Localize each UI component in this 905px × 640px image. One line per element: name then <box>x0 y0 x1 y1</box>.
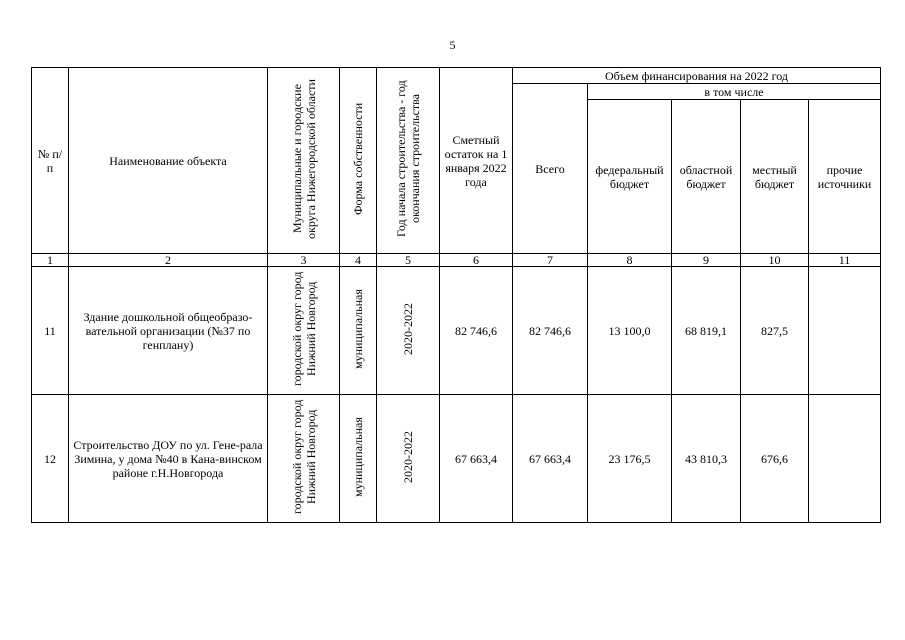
local-budget: 676,6 <box>741 395 809 523</box>
years-cell <box>377 267 440 395</box>
years-cell <box>377 395 440 523</box>
header-years: Год начала строительства - год окончания строительства <box>394 80 422 238</box>
total: 67 663,4 <box>513 395 588 523</box>
header-ownership-cell <box>340 68 377 254</box>
municipality: городской округ город Нижний Новгород <box>289 399 318 515</box>
header-other: прочие источники <box>809 100 881 254</box>
column-number: 2 <box>69 254 268 267</box>
header-total: Всего <box>513 84 588 254</box>
municipality: городской округ город Нижний Новгород <box>289 271 318 387</box>
table-row <box>32 267 881 395</box>
column-number: 4 <box>340 254 377 267</box>
object-name: Здание дошкольной общеобразо-вательной организации (№37 по генплану) <box>69 267 268 395</box>
municipality-cell <box>268 395 340 523</box>
header-funding-group: Объем финансирования на 2022 год <box>513 68 881 84</box>
federal-budget: 13 100,0 <box>588 267 672 395</box>
header-name: Наименование объекта <box>69 68 268 254</box>
column-number: 6 <box>440 254 513 267</box>
funding-table <box>31 67 881 523</box>
municipality-cell <box>268 267 340 395</box>
header-municipality-cell <box>268 68 340 254</box>
column-number: 10 <box>741 254 809 267</box>
column-number: 9 <box>672 254 741 267</box>
column-number: 11 <box>809 254 881 267</box>
estimate: 82 746,6 <box>440 267 513 395</box>
object-name: Строительство ДОУ по ул. Гене-рала Зимина, у дома №40 в Кана-винском районе г.Н.Новгорода <box>69 395 268 523</box>
years: 2020-2022 <box>401 303 415 355</box>
row-num: 11 <box>32 267 69 395</box>
ownership: муниципальная <box>351 289 365 369</box>
ownership-cell <box>340 267 377 395</box>
header-federal: федеральный бюджет <box>588 100 672 254</box>
header-local: местный бюджет <box>741 100 809 254</box>
other-sources <box>809 395 881 523</box>
header-years-cell <box>377 68 440 254</box>
header-including: в том числе <box>588 84 881 100</box>
years: 2020-2022 <box>401 431 415 483</box>
header-municipality: Муниципальные и городские округа Нижегородской области <box>289 79 318 239</box>
regional-budget: 43 810,3 <box>672 395 741 523</box>
ownership-cell <box>340 395 377 523</box>
federal-budget: 23 176,5 <box>588 395 672 523</box>
row-num: 12 <box>32 395 69 523</box>
header-row-1 <box>32 68 881 84</box>
column-number: 7 <box>513 254 588 267</box>
page-number: 5 <box>449 38 456 52</box>
local-budget: 827,5 <box>741 267 809 395</box>
header-estimate: Сметный остаток на 1 января 2022 года <box>440 68 513 254</box>
table-row <box>32 395 881 523</box>
column-number: 5 <box>377 254 440 267</box>
total: 82 746,6 <box>513 267 588 395</box>
estimate: 67 663,4 <box>440 395 513 523</box>
other-sources <box>809 267 881 395</box>
header-num: № п/п <box>32 68 69 254</box>
header-ownership: Форма собственности <box>351 102 365 216</box>
column-number-row <box>32 254 881 267</box>
header-regional: областной бюджет <box>672 100 741 254</box>
ownership: муниципальная <box>351 417 365 497</box>
regional-budget: 68 819,1 <box>672 267 741 395</box>
column-number: 1 <box>32 254 69 267</box>
column-number: 3 <box>268 254 340 267</box>
column-number: 8 <box>588 254 672 267</box>
